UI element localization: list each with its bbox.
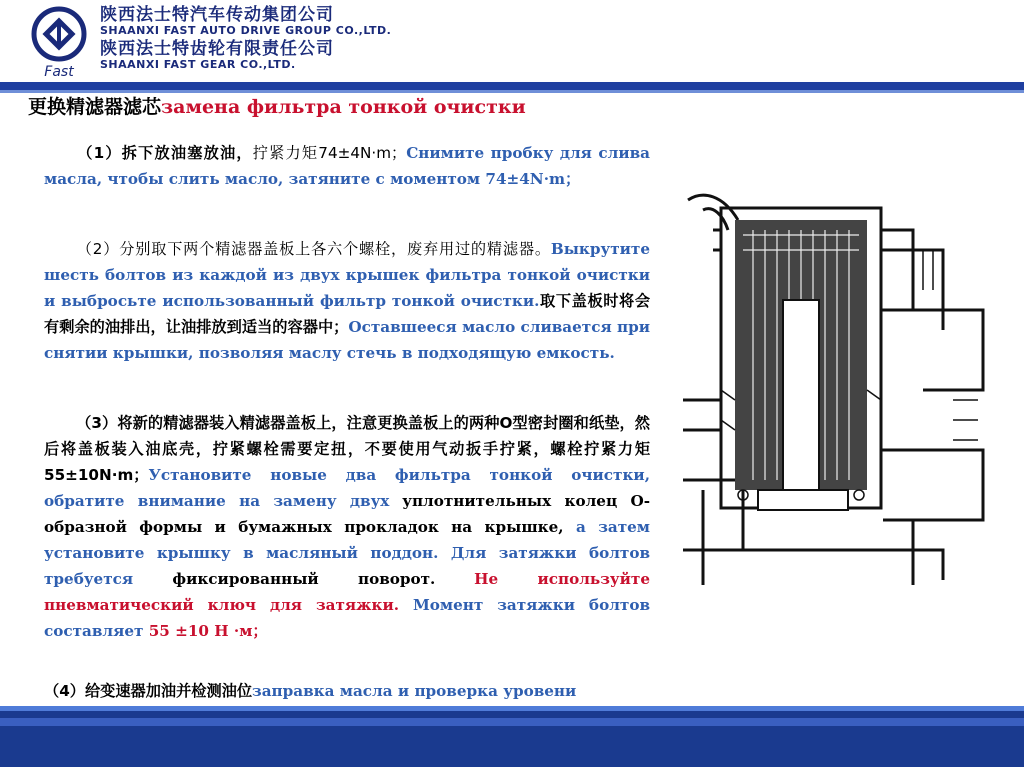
step-3 xyxy=(44,410,650,644)
step-2-cn-a: （2）分别取下两个精滤器盖板上各六个螺栓，废弃用过的精滤器。 xyxy=(76,240,551,258)
step-4-ru: заправка масла и проверка уровени xyxy=(252,682,577,700)
step-3-ru-f: Момент затяжки болтов составляет xyxy=(44,596,650,640)
bottom-bar xyxy=(0,706,1024,767)
bottom-bar-stripe xyxy=(0,718,1024,726)
step-1-ru: Снимите пробку для слива масла, чтобы слить масло, затяните с моментом 74±4N·m； xyxy=(44,144,650,188)
step-3-ru-g: 55 ±10 Н ·м； xyxy=(148,622,268,640)
top-bar-accent xyxy=(0,90,1024,93)
title-ru: замена фильтра тонкой очистки xyxy=(161,96,526,118)
company-names xyxy=(100,6,391,71)
title-cn: 更换精滤器滤芯 xyxy=(28,96,162,118)
logo-text: Fast xyxy=(44,64,74,80)
bottom-bar-accent xyxy=(0,706,1024,711)
page-title xyxy=(28,94,526,120)
step-4-cn: （4）给变速器加油并检测油位 xyxy=(44,682,253,700)
step-3-ru-d: фиксированный поворот. xyxy=(133,570,436,588)
step-1 xyxy=(44,140,650,192)
company-cn-1: 陕西法士特汽车传动集团公司 xyxy=(100,5,334,25)
step-2-ru-b: Оставшееся масло сливается при снятии крышки, позволяя маслу стечь в подходящую емкость. xyxy=(44,318,650,362)
header xyxy=(0,0,1024,82)
company-cn-2: 陕西法士特齿轮有限责任公司 xyxy=(100,39,334,59)
filter-cross-section-diagram xyxy=(683,190,993,585)
step-2-cn-b: 取下盖板时将会有剩余的油排出，让油排放到适当的容器中； xyxy=(44,292,651,336)
step-3-ru-b: уплотнительных колец О-образной формы и бумажных прокладок на крышке, xyxy=(44,492,651,536)
step-3-ru-a: Установите новые два фильтра тонкой очистки, обратите внимание на замену двух xyxy=(44,466,650,510)
step-1-cn-b: 拧紧力矩74±4N·m； xyxy=(252,144,407,162)
step-3-ru-c: а затем установите крышку в масляный поддон. Для затяжки болтов требуется xyxy=(44,518,650,588)
step-3-cn-a: （3）将新的精滤器装入精滤器盖板上，注意更换盖板上的两种O型密封圈和纸垫，然后将盖板装入油底壳，拧紧螺栓需要定扭，不要使用气动扳手拧紧，螺栓拧紧力矩55±10N·m； xyxy=(44,414,650,484)
company-en-1: SHAANXI FAST AUTO DRIVE GROUP CO.,LTD. xyxy=(100,24,392,37)
company-logo xyxy=(28,6,90,80)
top-bar xyxy=(0,82,1024,90)
step-4 xyxy=(44,678,650,704)
company-en-2: SHAANXI FAST GEAR CO.,LTD. xyxy=(100,58,296,71)
step-2 xyxy=(44,236,650,366)
step-3-ru-e: Не используйте пневматический ключ для затяжки. xyxy=(44,570,650,614)
step-1-cn-a: （1）拆下放油塞放油， xyxy=(76,144,253,162)
step-2-ru-a: Выкрутите шесть болтов из каждой из двух крышек фильтра тонкой очистки и выбросьте использованный фильтр тонкой очистки. xyxy=(44,240,650,310)
